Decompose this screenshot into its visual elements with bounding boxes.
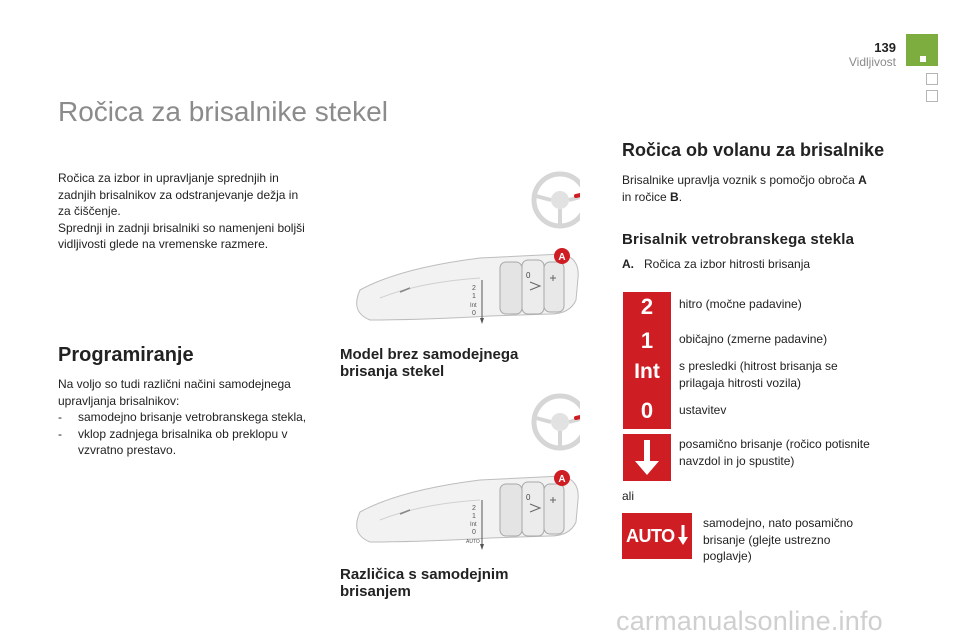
intro-line: za čiščenje. <box>58 204 121 218</box>
auto-icon-label: AUTO <box>626 526 675 546</box>
svg-text:0: 0 <box>526 271 531 280</box>
intro-line: zadnjih brisalnikov za odstranjevanje dežja in <box>58 187 299 202</box>
section-name: Vidljivost <box>848 55 896 69</box>
list-dash: - <box>58 410 62 424</box>
svg-text:1: 1 <box>472 293 476 300</box>
speed-0-icon: 0 <box>640 398 654 423</box>
intro-line: Sprednji in zadnji brisalniki so namenjeni boljši <box>58 220 305 235</box>
list-item: - samodejno brisanje vetrobranskega stekla, <box>58 410 307 424</box>
callout-a-label: A <box>558 474 566 485</box>
svg-text:0: 0 <box>526 493 531 502</box>
svg-text:Int: Int <box>470 522 477 528</box>
speed-int-icon: Int <box>634 360 660 383</box>
list-dash: - <box>58 426 62 441</box>
speed-normal-text: običajno (zmerne padavine) <box>679 332 828 346</box>
illustration-caption: Model brez samodejnega brisanja stekel <box>340 346 519 380</box>
svg-text:2: 2 <box>472 285 476 292</box>
wiper-stalk-illustration-auto <box>340 392 580 592</box>
stalk-intro: Brisalnike upravlja voznik s pomočjo obroča A in ročice B. <box>622 173 867 204</box>
svg-text:AUTO: AUTO <box>466 539 480 545</box>
steering-wheel-icon <box>534 396 580 448</box>
wiper-speed-icon-strip <box>623 292 671 429</box>
auto-wipe-text: samodejno, nato posamično brisanje (glejte ustrezno poglavje) <box>703 516 854 563</box>
speed-high-text: hitro (močne padavine) <box>679 297 802 311</box>
auto-icon <box>622 513 692 559</box>
watermark: carmanualsonline.info <box>616 606 883 636</box>
svg-text:0: 0 <box>472 310 476 317</box>
wiper-stalk-illustration-manual <box>340 170 580 370</box>
speed-intermittent-text: s presledki (hitrost brisanja se prilagaja hitrosti vozila) <box>679 359 838 390</box>
programming-line: Na voljo so tudi različni načini samodejnega <box>58 377 291 391</box>
illustration-caption: Različica s samodejnim brisanjem <box>340 566 509 600</box>
intro-line: vidljivosti glede na vremenske razmere. <box>58 237 269 251</box>
stalk-heading: Ročica ob volanu za brisalnike <box>622 140 885 160</box>
section-marker-empty <box>926 73 938 85</box>
programming-line: upravljanja brisalnikov: <box>58 393 180 408</box>
svg-text:Int: Int <box>470 303 477 309</box>
programming-heading: Programiranje <box>58 344 194 366</box>
speed-2-icon: 2 <box>640 294 654 319</box>
section-marker-empty <box>926 90 938 102</box>
list-item: - vklop zadnjega brisalnika ob preklopu v vzvratno prestavo. <box>58 426 288 457</box>
section-tab-marker <box>906 34 938 66</box>
intro-text <box>58 170 318 253</box>
speed-stop-text: ustavitev <box>679 403 727 417</box>
page-number: 139 <box>874 40 896 55</box>
wiper-stalk-icon <box>357 254 579 324</box>
callout-a-label: A <box>558 252 566 263</box>
ring-a-description: A. Ročica za izbor hitrosti brisanja <box>622 257 811 271</box>
speed-1-icon: 1 <box>640 328 654 353</box>
steering-wheel-icon <box>534 174 580 226</box>
page-title: Ročica za brisalnike stekel <box>58 96 388 127</box>
single-wipe-text: posamično brisanje (ročico potisnite navzdol in jo spustite) <box>679 437 870 468</box>
wiper-stalk-icon <box>357 476 579 550</box>
svg-text:2: 2 <box>472 505 476 512</box>
down-arrow-icon <box>623 434 671 481</box>
windscreen-wiper-heading: Brisalnik vetrobranskega stekla <box>622 231 855 248</box>
or-text: ali <box>622 489 635 503</box>
svg-text:0: 0 <box>472 529 476 536</box>
intro-line: Ročica za izbor in upravljanje sprednjih in <box>58 171 279 185</box>
svg-text:1: 1 <box>472 513 476 520</box>
programming-text <box>58 376 323 459</box>
